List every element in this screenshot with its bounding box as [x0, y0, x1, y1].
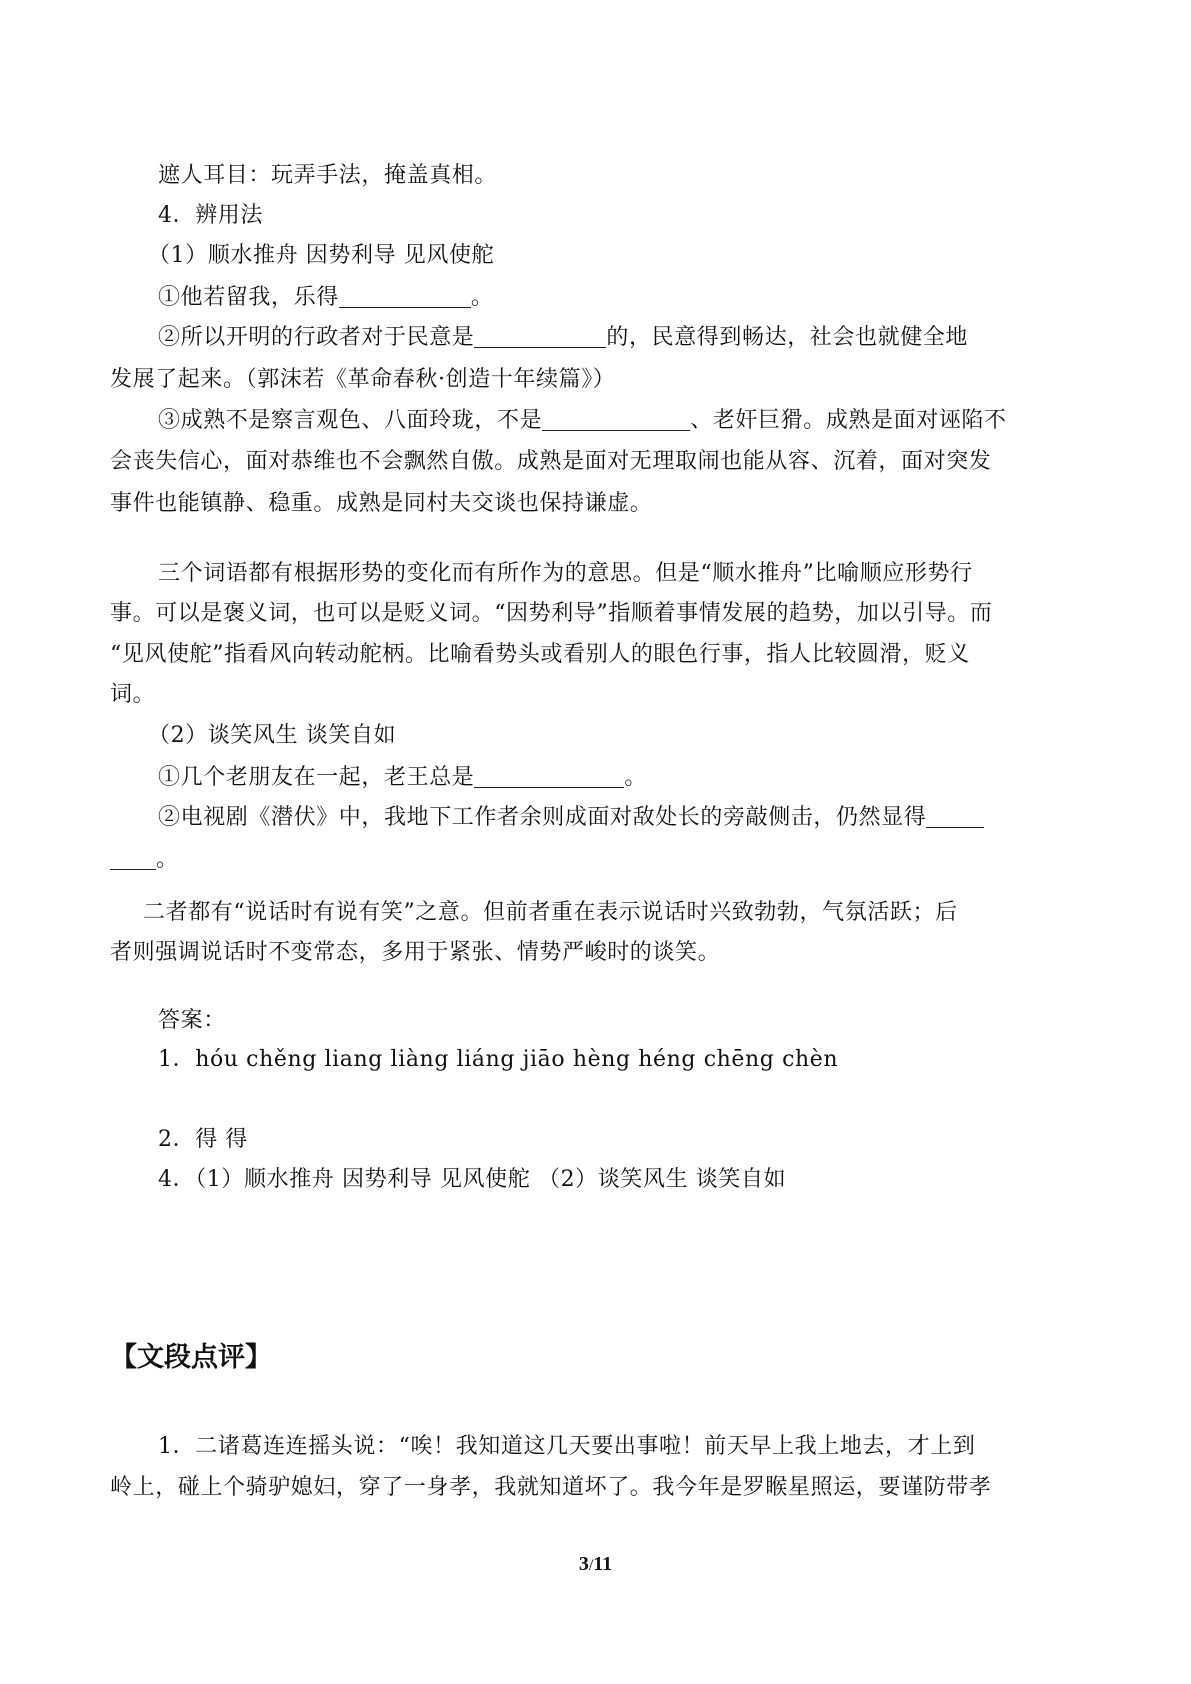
- subsection-title: （2）谈笑风生 谈笑自如: [148, 723, 397, 748]
- answer-blank[interactable]: [339, 285, 471, 308]
- section-heading: 【文段点评】: [110, 1342, 272, 1373]
- exercise-line: [158, 406, 1050, 436]
- exercise-text: 。: [470, 285, 494, 310]
- explanation-line: 三个词语都有根据形势的变化而有所作为的意思。但是“顺水推舟”比喻顺应形势行: [158, 561, 973, 586]
- section-title: 4．辨用法: [158, 203, 263, 228]
- answer-blank[interactable]: [542, 408, 690, 431]
- exercise-line: 会丧失信心，面对恭维也不会飘然自傲。成熟是面对无理取闹也能从容、沉着，面对突发: [110, 449, 992, 474]
- answer-line: 2．得 得: [158, 1127, 248, 1152]
- answer-blank[interactable]: [474, 325, 606, 348]
- answer-blank[interactable]: [110, 847, 156, 870]
- explanation-line: 词。: [110, 682, 156, 707]
- explanation-line: “见风使舵”指看风向转动舵柄。比喻看势头或看别人的眼色行事，指人比较圆滑，贬义: [110, 642, 970, 667]
- exercise-text: ③成熟不是察言观色、八面玲珑，不是: [158, 408, 543, 433]
- definition-line: 遮人耳目：玩弄手法，掩盖真相。: [158, 163, 498, 188]
- page-separator: /: [588, 1557, 594, 1574]
- answer-blank[interactable]: [926, 805, 984, 828]
- current-page: 3: [578, 1553, 589, 1575]
- answer-line: 1．hóu chěng liang liàng liáng jiāo hèng héng chēng chèn: [158, 1047, 839, 1072]
- exercise-text: 。: [156, 847, 179, 872]
- exercise-line: [110, 845, 1050, 875]
- exercise-line: 发展了起来。（郭沫若《革命春秋·创造十年续篇》）: [110, 367, 616, 392]
- subsection-title: （1）顺水推舟 因势利导 见风使舵: [148, 243, 495, 268]
- exercise-text: 。: [624, 765, 648, 790]
- passage-line: 1．二诸葛连连摇头说：“唉！我知道这几天要出事啦！前天早上我上地去，才上到: [158, 1434, 976, 1459]
- explanation-line: 者则强调说话时不变常态，多用于紧张、情势严峻时的谈笑。: [110, 940, 721, 965]
- exercise-text: ②电视剧《潜伏》中，我地下工作者余则成面对敌处长的旁敲侧击，仍然显得: [158, 805, 927, 830]
- page-number: [0, 1553, 1191, 1576]
- exercise-line: [158, 283, 1050, 313]
- exercise-line: [158, 763, 1050, 793]
- explanation-line: 事。可以是褒义词，也可以是贬义词。“因势利导”指顺着事情发展的趋势，加以引导。而: [110, 601, 993, 626]
- exercise-line: [158, 323, 1050, 353]
- exercise-text: 的，民意得到畅达，社会也就健全地: [606, 325, 969, 350]
- exercise-text: 、老奸巨猾。成熟是面对诬陷不: [690, 408, 1007, 433]
- exercise-text: ②所以开明的行政者对于民意是: [158, 325, 475, 350]
- total-pages: 11: [593, 1553, 613, 1575]
- answer-line: 4．（1）顺水推舟 因势利导 见风使舵 （2）谈笑风生 谈笑自如: [158, 1167, 787, 1192]
- passage-line: 岭上，碰上个骑驴媳妇，穿了一身孝，我就知道坏了。我今年是罗睺星照运，要谨防带孝: [110, 1475, 992, 1500]
- exercise-line: 事件也能镇静、稳重。成熟是同村夫交谈也保持谦虚。: [110, 491, 653, 516]
- exercise-text: ①几个老朋友在一起，老王总是: [158, 765, 475, 790]
- explanation-line: 二者都有“说话时有说有笑”之意。但前者重在表示说话时兴致勃勃，气氛活跃；后: [143, 900, 958, 925]
- answer-blank[interactable]: [474, 765, 624, 788]
- answer-label: 答案：: [158, 1008, 226, 1033]
- exercise-line: [158, 803, 1050, 833]
- exercise-text: ①他若留我，乐得: [158, 285, 339, 310]
